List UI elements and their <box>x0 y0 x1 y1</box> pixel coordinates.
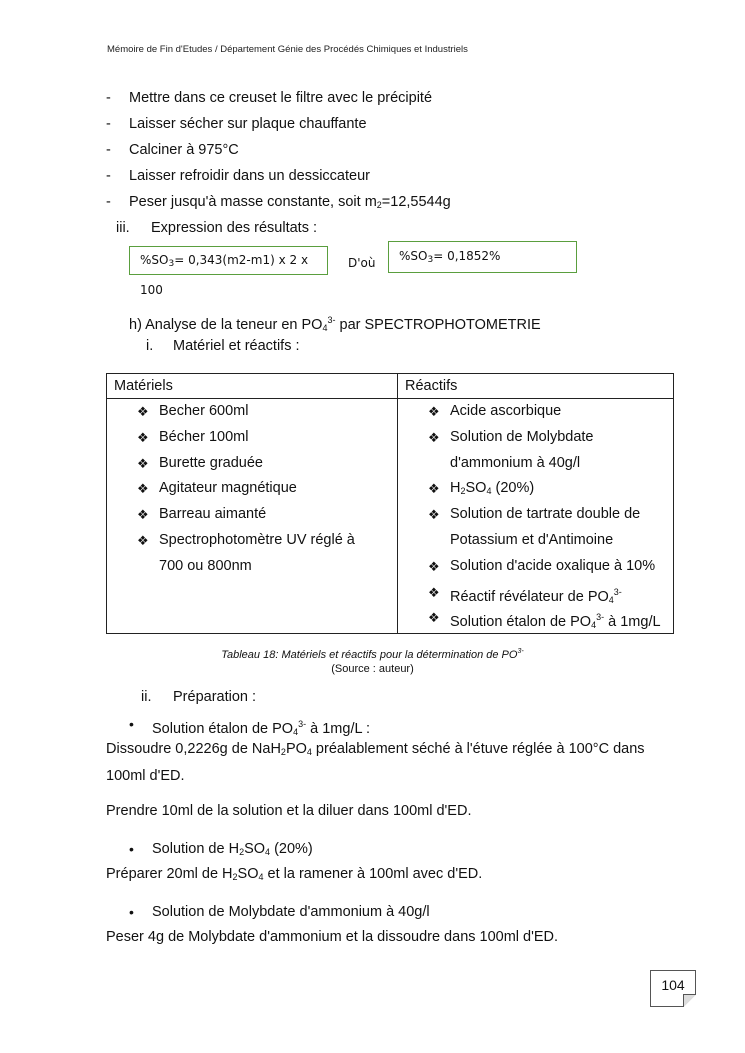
section-ii-title: Préparation : <box>173 689 257 705</box>
list-item: ❖ Solution d'acide oxalique à 10% <box>398 554 673 580</box>
bullet-icon: • <box>129 841 134 857</box>
paragraph-line: Peser 4g de Molybdate d'ammonium et la dissoudre dans 100ml d'ED. <box>106 929 559 945</box>
section-i-number: i. <box>146 338 154 354</box>
diamond-bullet-icon: ❖ <box>428 558 440 574</box>
dash-marker: - <box>106 116 111 132</box>
diamond-bullet-icon: ❖ <box>428 404 440 419</box>
result-box: $\%SO_3= 0,1852\%$ <box>388 241 577 273</box>
diamond-bullet-icon: ❖ <box>137 532 149 548</box>
list-item: ❖ Acide ascorbique <box>398 399 673 425</box>
list-item: ❖ Burette graduée <box>107 451 397 477</box>
diamond-bullet-icon: ❖ <box>137 481 149 497</box>
running-header: Mémoire de Fin d'Etudes / Département Génie des Procédés Chimiques et Industriels <box>107 44 468 55</box>
page-curl-icon <box>683 994 696 1007</box>
diamond-bullet-icon: ❖ <box>137 429 149 445</box>
formula-box: $\%SO_3= 0,343(m2-m1)$ x 2 x 100 <box>129 246 328 275</box>
list-item-continuation: Potassium et d'Antimoine <box>450 531 614 548</box>
paragraph-line: 100ml d'ED. <box>106 768 185 784</box>
table-source: (Source : auteur) <box>331 663 414 675</box>
paragraph-line: Prendre 10ml de la solution et la diluer dans 100ml d'ED. <box>106 803 472 819</box>
reactifs-cell <box>398 399 674 634</box>
section-iii-title: Expression des résultats : <box>151 220 318 236</box>
dou-label: D'où <box>348 256 376 270</box>
list-item-continuation: d'ammonium à 40g/l <box>450 454 581 471</box>
list-item: ❖ Réactif révélateur de $PO_4^{3-}$ <box>398 580 673 606</box>
list-item-continuation: 700 ou 800nm <box>159 557 252 574</box>
materiels-cell <box>107 399 398 634</box>
diamond-bullet-icon: ❖ <box>428 507 440 523</box>
dash-marker: - <box>106 194 111 210</box>
list-item: ❖ Becher 600ml <box>107 399 397 425</box>
dash-marker: - <box>106 90 111 106</box>
list-item: ❖ Solution étalon de $PO_4^{3-}$ à 1mg/L <box>398 605 673 631</box>
dash-marker: - <box>106 168 111 184</box>
diamond-bullet-icon: ❖ <box>428 610 440 626</box>
list-item: ❖ Solution de Molybdate <box>398 425 673 451</box>
materials-reagents-table <box>106 373 674 634</box>
bullet-icon: • <box>129 904 134 920</box>
list-item: ❖ Spectrophotomètre UV réglé à <box>107 528 397 554</box>
list-item: ❖ Bécher 100ml <box>107 425 397 451</box>
dash-marker: - <box>106 142 111 158</box>
header-reactifs: Réactifs <box>398 374 674 399</box>
list-item: ❖ Barreau aimanté <box>107 502 397 528</box>
diamond-bullet-icon: ❖ <box>137 404 149 419</box>
list-item: ❖ $H_2SO_4$ (20%) <box>398 476 673 502</box>
diamond-bullet-icon: ❖ <box>428 481 440 497</box>
paragraph-line: Dissoudre 0,2226g de $NaH_2PO_4$ préalablement séché à l'étuve réglée à 100°C dans <box>106 741 645 757</box>
page-number: 104 <box>650 970 696 1007</box>
section-h-title: h) Analyse de la teneur en $PO_4^{3-}$ par SPECTROPHOTOMETRIE <box>129 315 541 333</box>
bullet-icon: • <box>129 716 134 732</box>
section-iii-number: iii. <box>116 220 130 236</box>
diamond-bullet-icon: ❖ <box>137 455 149 471</box>
diamond-bullet-icon: ❖ <box>428 584 440 600</box>
diamond-bullet-icon: ❖ <box>428 429 440 445</box>
list-item: ❖ Agitateur magnétique <box>107 476 397 502</box>
header-materiels: Matériels <box>107 374 398 399</box>
list-item: ❖ Solution de tartrate double de <box>398 502 673 528</box>
section-i-title: Matériel et réactifs : <box>173 338 300 354</box>
table-caption: Tableau 18: Matériels et réactifs pour la détermination de $PO^{3-}$ <box>221 648 524 661</box>
paragraph-line: Préparer 20ml de $H_2SO_4$ et la ramener à 100ml avec d'ED. <box>106 866 483 882</box>
section-ii-number: ii. <box>141 689 152 705</box>
diamond-bullet-icon: ❖ <box>137 507 149 523</box>
